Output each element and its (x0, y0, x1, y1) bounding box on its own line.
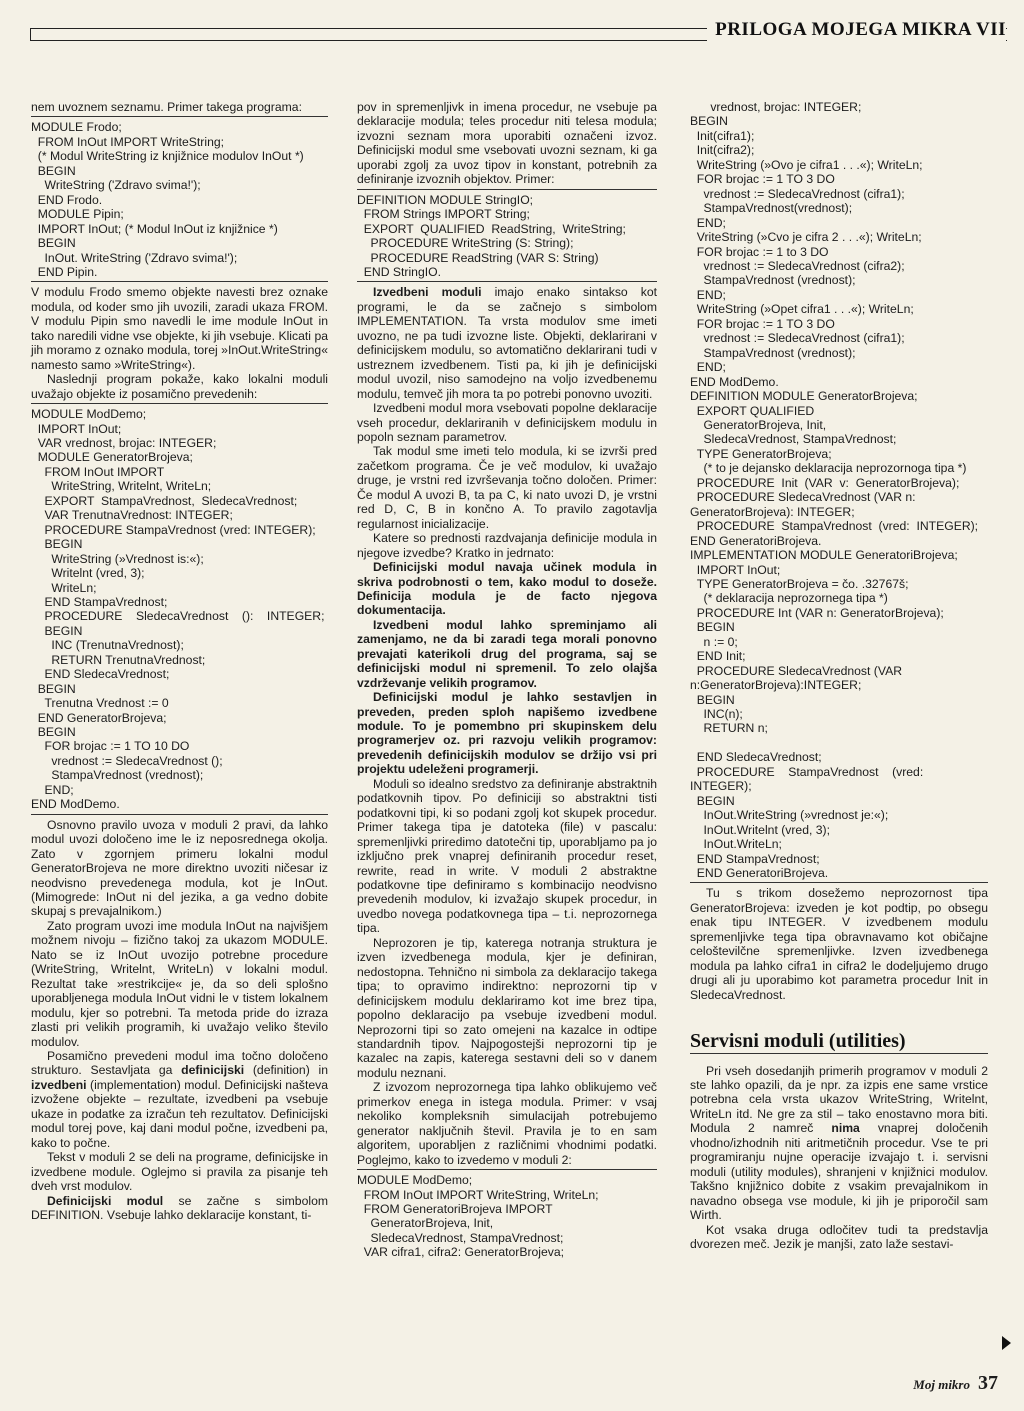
divider (31, 281, 328, 282)
divider (31, 403, 328, 404)
code-line: RETURN TrenutnaVrednost; (31, 652, 206, 667)
col2-paragraph: Katere so prednosti razdvajanja definicije modula in njegove izvedbe? Kratko in jedrnato: (357, 531, 657, 560)
code-line: MODULE ModDemo; (357, 1173, 473, 1188)
col2-paragraph: Izvedbeni modul mora vsebovati popolne deklaracije vseh procedur, deklariranih v definicijskem modulu in popoln seznam parametrov. (357, 401, 657, 444)
code-line: FROM InOut IMPORT WriteString; (31, 134, 225, 149)
code-line: BEGIN (690, 692, 735, 707)
code-line: BEGIN (31, 725, 76, 740)
code-line: Trenutna Vrednost := 0 (31, 696, 169, 711)
code-line: PROCEDURE SledecaVrednost (VAR n:GeneratorBrojeva):INTEGER; (690, 663, 906, 693)
code-line: VAR TrenutnaVrednost: INTEGER; (31, 508, 233, 523)
divider (357, 189, 657, 190)
code-line: InOut. WriteString ('Zdravo svima!'); (31, 250, 238, 265)
code-line: VAR vrednost, brojac: INTEGER; (31, 435, 217, 450)
code-line: MODULE GeneratorBrojeva; (31, 450, 193, 465)
code-line: DEFINITION MODULE StringIO; (357, 192, 534, 207)
code-line: vrednost := SledecaVrednost (); (31, 753, 223, 768)
code-line: MODULE Pipin; (31, 207, 124, 222)
divider (31, 814, 328, 815)
code-line: FROM InOut IMPORT (31, 464, 165, 479)
code-line: IMPORT InOut; (* Modul InOut iz knjižnice *) (31, 221, 278, 236)
code-line: GeneratorBrojeva, Init, (357, 1216, 494, 1231)
col1-paragraph (31, 1049, 328, 1150)
col3-paragraph: Kot vsaka druga odločitev tudi ta predstavlja dvorezen meč. Jezik je manjši, zato laže sestavi- (690, 1222, 988, 1251)
code-line: PROCEDURE ReadString (VAR S: String) (357, 250, 599, 265)
code-line: GeneratorBrojeva, Init, (690, 417, 827, 432)
col1-paragraph: Osnovno pravilo uvoza v moduli 2 pravi, da lahko modul uvozi določeno ime le iz neposrednega okolja. Zato v zgornjem primeru lokalni modul GeneratorBrojeva ne more direktno uvoziti ničesar iz neodvisno prevedenega modula, kot je InOut. (Mimogrede: InOut ni del jezika, a ga vedno dobite skupaj s prevajalnikom.) (31, 817, 328, 919)
code-listing-moddemo-2 (357, 1173, 657, 1260)
code-line: BEGIN (690, 114, 728, 129)
code-line: PROCEDURE Init (VAR v: GeneratorBrojeva); (690, 475, 960, 490)
code-line: INC(n); (690, 707, 743, 722)
text-run: (implementation) modul. Definicijski našteva izvožene objekte – rezultate, izvedbeni pa vsebuje ukaze in podatke za izračun teh rezultatov. Definicijski modul torej pove, kaj dani modul počne, izvedbeni pa, kako to počne. (31, 1077, 328, 1150)
code-line: TYPE GeneratorBrojeva; (690, 446, 832, 461)
code-line: WriteString (»Opet cifra1 . . .«); WriteLn; (690, 302, 914, 317)
col2-paragraph (357, 285, 657, 401)
code-line: WriteString (»Vrednost is:«); (31, 551, 204, 566)
code-line: IMPLEMENTATION MODULE GeneratoriBrojeva; (690, 548, 958, 563)
code-line: StampaVrednost (vrednost); (690, 273, 856, 288)
code-line: PROCEDURE Int (VAR n: GeneratorBrojeva); (690, 605, 944, 620)
col2-paragraph: Z izvozom neprozornega tipa lahko oblikujemo več primerkov enega in istega modula. Primer: v vsaj nekoliko kompleksnih simulacijah potrebujemo generator naključnih števil. Pravila je to en sam algoritem, uporabljen z različnimi vhodnimi podatki. Poglejmo, kako to izvedemo v moduli 2: (357, 1080, 657, 1167)
code-line: END Frodo. (31, 192, 103, 207)
code-line: WriteString (»Ovo je cifra1 . . .«); WriteLn; (690, 157, 923, 172)
code-line: FOR brojac := 1 to 3 DO (690, 244, 829, 259)
code-line: RETURN n; (690, 721, 768, 736)
col1-intro: nem uvoznem seznamu. Primer takega programa: (31, 100, 302, 114)
code-line: IMPORT InOut; (31, 421, 122, 436)
divider (357, 1169, 657, 1170)
code-line: BEGIN (31, 681, 76, 696)
code-line: PROCEDURE StampaVrednost (vred: INTEGER); (690, 764, 937, 794)
bold-term: izvedbeni (31, 1077, 87, 1092)
code-line: Writelnt (vred, 3); (31, 566, 145, 581)
divider (690, 882, 988, 883)
code-line: VAR cifra1, cifra2: GeneratorBrojeva; (357, 1245, 565, 1260)
code-line: BEGIN (31, 537, 83, 552)
code-line: FOR brojac := 1 TO 3 DO (690, 316, 835, 331)
code-line: END Init; (690, 649, 746, 664)
code-line: vrednost := SledecaVrednost (cifra2); (690, 258, 905, 273)
code-line: PROCEDURE StampaVrednost (vred: INTEGER); (31, 522, 316, 537)
section-heading: Servisni moduli (utilities) (690, 1030, 906, 1053)
code-line: WriteLn; (31, 580, 97, 595)
col2-bold-paragraph: Definicijski modul navaja učinek modula in skriva podrobnosti o tem, kako modul to doseže. Definicija modula je de facto njegova dokumentacija. (357, 560, 657, 618)
column-3 (690, 100, 988, 1251)
code-line: FROM Strings IMPORT String; (357, 207, 530, 222)
code-line: END; (31, 782, 74, 797)
text-run: se začne s simbolom DEFINITION. Vsebuje lahko deklaracije konstant, ti- (31, 1193, 328, 1222)
code-line: END GeneratoriBrojeva. (690, 866, 829, 881)
code-line: PROCEDURE SledecaVrednost (VAR n: GeneratorBrojeva): INTEGER; (690, 490, 919, 519)
code-line: MODULE Frodo; (31, 120, 122, 135)
code-line: EXPORT QUALIFIED ReadString, WriteString; (357, 221, 626, 236)
code-line: END Pipin. (31, 264, 98, 279)
text-run: Posamično prevedeni modul ima točno določeno strukturo. Sestavljata ga (31, 1049, 328, 1078)
code-line: StampaVrednost (vrednost); (31, 768, 204, 783)
code-line: END SledecaVrednost; (31, 667, 170, 682)
section-rule (690, 1053, 988, 1054)
code-line: END ModDemo. (690, 374, 779, 389)
col3-paragraph: Tu s trikom dosežemo neprozornost tipa GeneratorBrojeva: izveden je kot podtip, po obsegu enak tipu INTEGER. V izvedbenem modulu spremenljivke tega tipa obravnavamo kot običajne celoštevilčne spremenljivke. Izven izvedbenega modula pa lahko cifra1 in cifra2 le dodeljujemo drugo drugi ali ju uporabimo kot parametra procedur Init in SledecaVrednost. (690, 886, 988, 1002)
code-line: (* deklaracija neprozornega tipa *) (690, 591, 888, 606)
bold-term: Izvedbeni moduli (373, 285, 482, 300)
divider (31, 116, 328, 117)
code-line: (* Modul WriteString iz knjižnice modulov InOut *) (31, 149, 304, 164)
code-line: WriteString ('Zdravo svima!'); (31, 178, 201, 193)
code-line: EXPORT StampaVrednost, SledecaVrednost; (31, 493, 298, 508)
divider (357, 281, 657, 282)
code-line: StampaVrednost(vrednost); (690, 201, 853, 216)
code-line: vrednost := SledecaVrednost (cifra1); (690, 186, 905, 201)
column-2 (357, 100, 657, 1260)
code-line: InOut.WriteString (»vrednost je:«); (690, 808, 889, 823)
page-number: 37 (978, 1372, 998, 1394)
code-line: PROCEDURE StampaVrednost (vred: INTEGER); (690, 519, 979, 534)
code-line: IMPORT InOut; (690, 562, 781, 577)
code-line: BEGIN (690, 620, 735, 635)
code-line: InOut.Writelnt (vred, 3); (690, 822, 830, 837)
code-line: InOut.WriteLn; (690, 837, 782, 852)
code-listing-moddemo (31, 407, 328, 812)
col2-paragraph: pov in spremenljivk in imena procedur, ne vsebuje pa deklaracije modula; teles procedur niti telesa modula; izvozni seznam mora uporabiti označeni izvoz. Definicijski modul sme vsebovati uvozni seznam, ki ga uporabi zgolj za uvoz tipov in konstant, potrebnih za definiranje izvoznih objektov. Primer: (357, 100, 657, 187)
col2-bold-paragraph: Definicijski modul je lahko sestavljen in preveden, preden sploh napišemo izvedbene module. To je pomembno pri skupinskem delu programerjev oz. pri razvoju velikih programov: prevedenih definicijskih modulov se držijo vsi pri projektu udeleženi programerji. (357, 690, 657, 777)
code-line: Init(cifra1); (690, 128, 755, 143)
col1-paragraph: V modulu Frodo smemo objekte navesti brez oznake modula, od koder smo jih uvozili, zaradi ukaza FROM. V modulu Pipin smo navedli le ime module InOut in tako naredili vidne vse objekte, ki jih vsebuje. Klicati pa jih moramo z oznako modula, torej »InOut.WriteString« namesto samo »WriteString«). (31, 285, 328, 372)
code-line: StampaVrednost (vrednost); (690, 345, 856, 360)
col1-paragraph (31, 1194, 328, 1223)
bold-term: Definicijski modul (47, 1193, 164, 1208)
col2-bold-paragraph: Izvedbeni modul lahko spreminjamo ali zamenjamo, ne da bi zaradi tega morali ponovno prevajati katerikoli drug del programa, saj se definicijski modul ni spremenil. To zelo olajša vzdrževanje velikih programov. (357, 617, 657, 690)
code-line: MODULE ModDemo; (31, 407, 147, 422)
code-line: BEGIN (31, 623, 83, 638)
text-run: vnaprej določenih vhodno/izhodnih niti aritmetičnih procedur. Vse te pri programiranju nujne operacije izvajajo t. i. servisni moduli (utility modules), shranjeni v knjižnici modulov. Takšno knjižnico dobite z vsakim prevajalnikom in navadno obsega vse module, ki jih je priporočil sam Wirth. (690, 1121, 988, 1223)
col1-paragraph: Naslednji program pokaže, kako lokalni moduli uvažajo objekte iz posamično prevedenih: (31, 372, 328, 401)
code-line: END; (690, 287, 726, 302)
code-line: FOR brojac := 1 TO 3 DO (690, 172, 835, 187)
code-line: BEGIN (31, 236, 76, 251)
magazine-name: Moj mikro (913, 1377, 970, 1392)
col2-paragraph: Tak modul sme imeti telo modula, ki se izvrši pred začetkom programa. Če je več modulov, ki uvažajo druge, je vrstni red izvrševanja točno določen. Primer: Če modul A uvozi B, ta pa C, ki nato uvozi D, je vrstni red D, C, B in končno A. To pravilo zagotavlja regularnost inicializacije. (357, 444, 657, 531)
col3-paragraph (690, 1064, 988, 1223)
code-line: INC (TrenutnaVrednost); (31, 638, 184, 653)
code-line: FOR brojac := 1 TO 10 DO (31, 739, 190, 754)
code-line: END StringIO. (357, 264, 441, 279)
col1-paragraph: Tekst v moduli 2 se deli na programe, definicijske in izvedbene module. Oglejmo si pravila za pisanje teh dveh vrst modulov. (31, 1150, 328, 1194)
code-line: END SledecaVrednost; (690, 750, 822, 765)
bold-term: definicijski (181, 1063, 245, 1078)
code-line: vrednost := SledecaVrednost (cifra1); (690, 331, 905, 346)
code-listing-frodo (31, 120, 328, 279)
code-line: FROM InOut IMPORT WriteString, WriteLn; (357, 1187, 599, 1202)
code-line: WriteString, Writelnt, WriteLn; (31, 479, 212, 494)
code-line: BEGIN (31, 163, 76, 178)
code-line: END; (690, 360, 726, 375)
code-line: n := 0; (690, 634, 738, 649)
code-line: SledecaVrednost, StampaVrednost; (357, 1230, 564, 1245)
page-footer (913, 1372, 998, 1395)
code-line: TYPE GeneratorBrojeva = čo. .32767š; (690, 576, 909, 591)
bold-term: nima (831, 1121, 860, 1136)
code-line: Init(cifra2); (690, 143, 755, 158)
code-line: END; (690, 215, 726, 230)
code-line: END StampaVrednost; (690, 851, 820, 866)
text-run: imajo enako sintakso kot programi, le da se začnejo s simbolom IMPLEMENTATION. Ta vrsta modulov sme imeti uvozno, ne pa tudi izvozne liste. Objekti, deklarirani v definicijskem modulu, so avtomatično deklarirani tudi v ustreznem izvedbenem. Tisti pa, ki jih je definicijski modul uvozil, niso samodejno na voljo izvedbenemu modulu, temveč jih mora ta po potrebi ponovno uvoziti. (357, 285, 657, 401)
col2-paragraph: Moduli so idealno sredstvo za definiranje abstraktnih podatkovnih tipov. Po definiciji so abstraktni tisti podatkovni tipi, ki so podani zgolj kot skupek procedur. Primer takega tipa je datoteka (file) v pascalu: spremenljivki priredimo datotečni tip, uporabljamo pa jo izključno prek vnaprej definiranih procedur reset, rewrite, read in write. V moduli 2 abstraktne podatkovne tipe definiramo s kombinacijo neodvisno prevedenih modulov, ki izvažajo skupek procedur, in uvedbo novega podatkovnega tipa – t.i. neprozornega tipa. (357, 776, 657, 936)
code-line: DEFINITION MODULE GeneratorBrojeva; (690, 389, 918, 404)
continue-arrow-icon (1002, 1336, 1011, 1350)
code-line: END ModDemo. (31, 797, 120, 812)
code-listing-stringio (357, 193, 657, 280)
col2-paragraph: Neprozoren je tip, katerega notranja struktura je izven izvedbenega modula, kjer je definiran, nedostopna. Tehnično ni simbola za deklaracijo takega tipa; to opravimo indirektno: neprozorni tip v definicijskem modulu deklariramo kot ime brez tipa, popolno deklaracijo pa vsebuje izvedbeni modul. Neprozorni tipi so zato omejeni na kazalce in odtipe standardnih tipov. Najpogostejši neprozorni tip je kazalec na zapis, katerega sestavni deli so v danem modulu neznani. (357, 935, 657, 1080)
code-line: SledecaVrednost, StampaVrednost; (690, 432, 897, 447)
code-line: EXPORT QUALIFIED (690, 403, 815, 418)
page-header-title: PRILOGA MOJEGA MIKRA VII (707, 19, 1006, 41)
code-line: vrednost, brojac: INTEGER; (690, 100, 862, 114)
code-line: BEGIN (690, 793, 735, 808)
code-listing-generator (690, 100, 988, 880)
code-line: VriteString (»Cvo je cifra 2 . . .«); WriteLn; (690, 230, 922, 245)
code-line: END StampaVrednost; (31, 594, 168, 609)
code-line: END GeneratorBrojeva; (31, 710, 167, 725)
code-line: (* to je dejansko deklaracija neprozornoga tipa *) (690, 461, 967, 476)
code-line (690, 736, 988, 750)
col1-paragraph: Zato program uvozi ime modula InOut na najvišjem možnem nivoju – fizično takoj za ukazom MODULE. Nato se iz InOut uvozijo potrebne procedure (WriteString, Writelnt, WriteLn) v lokalni modul. Rezultat take »restrikcije« je, da so deli splošno uporabljenega modula InOut vidni le v tistem lokalnem modulu, kjer so potrebni. Ta metoda pride do izraza zlasti pri velikih programih, ki uvažajo veliko število modulov. (31, 918, 328, 1049)
code-line: PROCEDURE WriteString (S: String); (357, 236, 574, 251)
column-1 (31, 100, 328, 1222)
text-run: (definition) in (244, 1063, 328, 1078)
text-run: Pri vseh dosedanjih primerih programov v moduli 2 ste lahko opazili, da je npr. za izpis ene same vrstice potrebna cela vrsta ukazov WriteString, Writelnt, WriteLn itd. Ne gre za stil – tako enostavno mora biti. Modula 2 namreč (690, 1063, 988, 1136)
code-line: END GeneratoriBrojeva. (690, 533, 822, 548)
code-line: FROM GeneratoriBrojeva IMPORT (357, 1201, 553, 1216)
code-line: PROCEDURE SledecaVrednost (): INTEGER; (31, 609, 325, 624)
